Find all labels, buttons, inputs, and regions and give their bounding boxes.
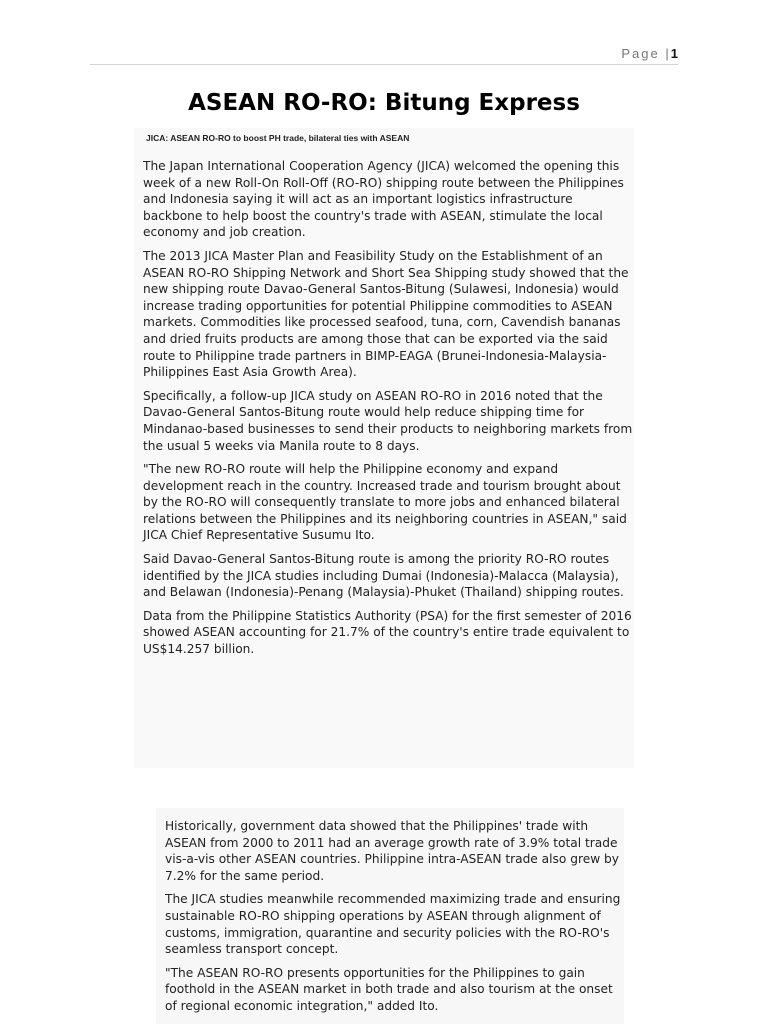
page-label: Page xyxy=(621,46,660,61)
article-paragraph: "The new RO-RO route will help the Philippine economy and expand development reach in the country. Increased trade and tourism brought about by the RO-RO will consequently translate to more jobs and enhanced bilateral relations between the Philippines and its neighboring countries in ASEAN," said JICA Chief Representative Susumu Ito. xyxy=(143,462,627,543)
article-screenshot-1 xyxy=(134,128,634,768)
article-headline: JICA: ASEAN RO-RO to boost PH trade, bilateral ties with ASEAN xyxy=(146,133,410,143)
article-paragraph: Said Davao-General Santos-Bitung route is among the priority RO-RO routes identified by the JICA studies including Dumai (Indonesia)-Malacca (Malaysia), and Belawan (Indonesia)-Penang (Malaysia)-Phuket (Thailand) shipping routes. xyxy=(143,552,624,600)
article-body-2 xyxy=(165,818,623,1022)
page-header xyxy=(621,46,678,61)
article-paragraph: The 2013 JICA Master Plan and Feasibility Study on the Establishment of an ASEAN RO-RO Shipping Network and Short Sea Shipping study showed that the new shipping route Davao-General Santos-Bitung (Sulawesi, Indonesia) would increase trading opportunities for potential Philippine commodities to ASEAN markets. Commodities like processed seafood, tuna, corn, Cavendish bananas and dried fruits products are among those that can be exported via the said route to Philippine trade partners in BIMP-EAGA (Brunei-Indonesia-Malaysia-Philippines East Asia Growth Area). xyxy=(143,248,629,380)
header-rule xyxy=(90,64,678,65)
article-paragraph: Specifically, a follow-up JICA study on ASEAN RO-RO in 2016 noted that the Davao-General Santos-Bitung route would help reduce shipping time for Mindanao-based businesses to send their products to neighboring markets from the usual 5 weeks via Manila route to 8 days. xyxy=(143,388,633,453)
article-screenshot-2 xyxy=(156,808,624,1024)
page-number: 1 xyxy=(670,46,678,61)
article-paragraph: The Japan International Cooperation Agency (JICA) welcomed the opening this week of a new Roll-On Roll-Off (RO-RO) shipping route between the Philippines and Indonesia saying it will act as an important logistics infrastructure backbone to help boost the country's trade with ASEAN, stimulate the local economy and job creation. xyxy=(143,159,624,240)
article-paragraph: The JICA studies meanwhile recommended maximizing trade and ensuring sustainable RO-RO shipping operations by ASEAN through alignment of customs, immigration, quarantine and security policies with the RO-RO's seamless transport concept. xyxy=(165,892,621,957)
page-separator: | xyxy=(665,46,671,61)
article-body-1 xyxy=(143,158,633,665)
document-title: ASEAN RO-RO: Bitung Express xyxy=(188,90,580,116)
article-paragraph: Data from the Philippine Statistics Authority (PSA) for the first semester of 2016 showed ASEAN accounting for 21.7% of the country's entire trade equivalent to US$14.257 billion. xyxy=(143,608,632,657)
article-paragraph: "The ASEAN RO-RO presents opportunities for the Philippines to gain foothold in the ASEAN market in both trade and also tourism at the onset of regional economic integration," added Ito. xyxy=(165,965,613,1013)
article-paragraph: Historically, government data showed that the Philippines' trade with ASEAN from 2000 to 2011 had an average growth rate of 3.9% total trade vis-a-vis other ASEAN countries. Philippine intra-ASEAN trade also grew by 7.2% for the same period. xyxy=(165,819,619,883)
